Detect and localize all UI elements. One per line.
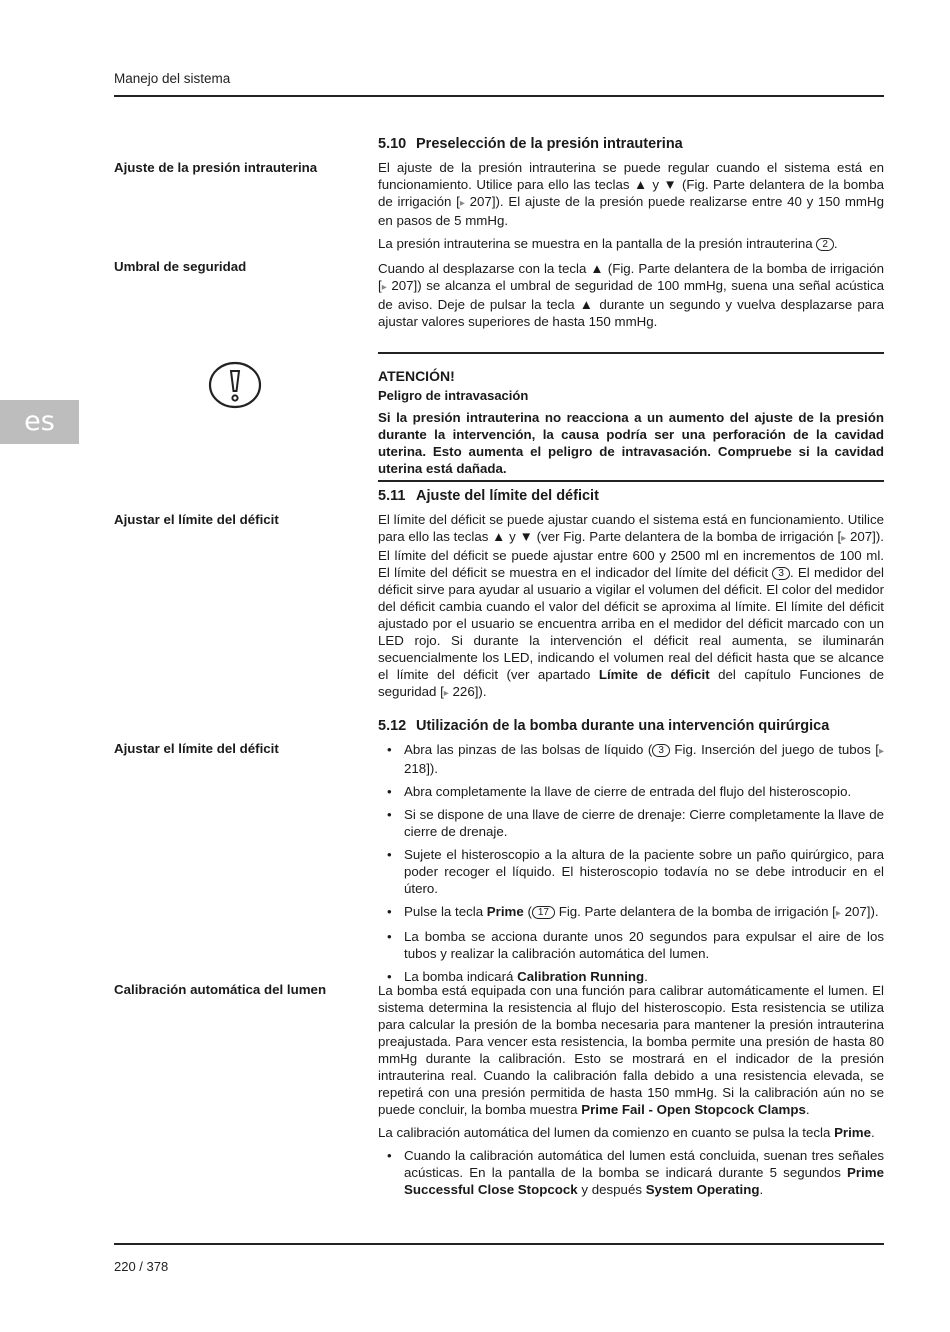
page-ref-link[interactable]: 218 xyxy=(404,761,427,776)
warning-subtitle: Peligro de intravasación xyxy=(378,388,529,403)
side-label-deficit: Ajustar el límite del déficit xyxy=(114,512,279,527)
step-list xyxy=(378,1147,884,1198)
list-item: • La bomba se acciona durante unos 20 segundos para expulsar el aire de los tubos y realizar la calibración automática del lumen. xyxy=(387,929,884,961)
section-number: 5.11 xyxy=(378,488,406,504)
section-heading xyxy=(378,718,884,735)
warning-top-rule xyxy=(378,352,884,354)
page-ref-icon: ▸ xyxy=(841,533,847,544)
bullet: • xyxy=(387,929,392,944)
paragraph: El ajuste de la presión intrauterina se puede regular cuando el sistema está en funcionamiento. Utilice para ello las teclas ▲ y ▼ (Fig. Parte delantera de la bomba de irrigación [▸ 207]). El ajuste de la presión puede realizarse entre 40 y 150 mmHg en pasos de 5 mmHg. xyxy=(378,160,884,228)
bullet: • xyxy=(387,904,392,919)
bullet: • xyxy=(387,969,392,984)
bullet: • xyxy=(387,807,392,822)
page-ref-icon: ▸ xyxy=(381,282,387,293)
bullet: • xyxy=(387,784,392,799)
section-title: Preselección de la presión intrauterina xyxy=(416,136,683,152)
section-5-10 xyxy=(378,136,884,336)
footer-rule xyxy=(114,1243,884,1245)
warning-title: ATENCIÓN! xyxy=(378,368,455,384)
side-label-calibration: Calibración automática del lumen xyxy=(114,982,327,997)
page-ref-link[interactable]: 207 xyxy=(469,194,492,209)
step-list xyxy=(378,741,884,985)
list-item: • Abra completamente la llave de cierre de entrada del flujo del histeroscopio. xyxy=(387,784,852,799)
callout-number: 3 xyxy=(772,567,790,580)
page-ref-icon: ▸ xyxy=(878,746,884,757)
warning-text: Si la presión intrauterina no reacciona a un aumento del ajuste de la presión durante la intervención, la causa podría ser una perforación de la cavidad uterina. Esto aumenta el peligro de intravasación. Compruebe si la cavidad uterina está dañada. xyxy=(378,410,884,476)
page-ref-link[interactable]: 226 xyxy=(452,684,475,699)
page-ref-icon: ▸ xyxy=(443,688,449,699)
side-label-threshold: Umbral de seguridad xyxy=(114,259,247,274)
paragraph: Cuando al desplazarse con la tecla ▲ (Fig. Parte delantera de la bomba de irrigación [▸ 207]) se alcanza el umbral de seguridad de 100 mmHg, suena una señal acústica de aviso. Deje de pulsar la tecla ▲ durante un segundo y vuelva desplazarse para ajustar valores superiores de hasta 150 mmHg. xyxy=(378,261,884,329)
callout-number: 2 xyxy=(816,238,834,251)
paragraph: El límite del déficit se puede ajustar cuando el sistema está en funcionamiento. Utilice para ello las teclas ▲ y ▼ (ver Fig. Parte delantera de la bomba de irrigación [▸ 207]). El límite del déficit se puede ajustar entre 600 y 2500 ml en incrementos de 100 ml. El límite del déficit se muestra en el indicador del límite del déficit 3 . El medidor del déficit sirve para ayudar al usuario a vigilar el volumen del déficit. El color del medidor del déficit cambia cuando el valor del déficit se aproxima al límite. El límite del déficit ajustado por el usuario se encuentra arriba en el medidor del déficit marcado con un LED rojo. Si durante la intervención el déficit real aumenta, se iluminarán secuencialmente los LED, indicando el volumen real del déficit hasta que se alcance el límite del déficit (ver apartado Límite de déficit del capítulo Funciones de seguridad [▸ 226]). xyxy=(378,512,884,699)
page-ref-link[interactable]: 207 xyxy=(849,529,873,544)
page-ref-icon: ▸ xyxy=(459,198,465,209)
bullet: • xyxy=(387,847,392,862)
exclamation-circle-icon xyxy=(207,360,263,410)
section-number: 5.12 xyxy=(378,718,407,734)
section-title: Utilización de la bomba durante una intervención quirúrgica xyxy=(416,718,830,734)
callout-number: 17 xyxy=(532,906,555,919)
section-5-11 xyxy=(378,488,884,708)
section-number: 5.10 xyxy=(378,136,407,152)
side-label-pressure: Ajuste de la presión intrauterina xyxy=(114,160,318,175)
section-5-12 xyxy=(378,718,884,991)
list-item: • Si se dispone de una llave de cierre de drenaje: Cierre completamente la llave de cierre de drenaje. xyxy=(387,807,884,839)
calibration-section xyxy=(378,982,884,1204)
bullet: • xyxy=(387,742,392,757)
paragraph: La calibración automática del lumen da comienzo en cuanto se pulsa la tecla Prime. xyxy=(378,1125,875,1140)
callout-number: 3 xyxy=(652,744,670,757)
language-tab: es xyxy=(0,400,79,444)
warning-box xyxy=(378,352,884,482)
paragraph: La bomba está equipada con una función para calibrar automáticamente el lumen. El sistema determina la resistencia al flujo del histeroscopio. Esta resistencia se utiliza para calcular la presión de la bomba necesaria para mantener la presión intrauterina preajustada. Para vencer esta resistencia, la bomba permite una presión de hasta 80 mmHg durante la calibración. Esto se mostrará en el indicador de la presión intrauterina real. Cuando la calibración falla debido a una resistencia elevada, se repetirá con una presión permitida de hasta 150 mmHg. Si la calibración aún no se puede concluir, la bomba muestra Prime Fail - Open Stopcock Clamps. xyxy=(378,983,884,1117)
page-number: 220 / 378 xyxy=(114,1259,169,1274)
list-item: • Abra las pinzas de las bolsas de líquido ( 3 Fig. Inserción del juego de tubos [▸ 218]). xyxy=(387,742,884,776)
section-heading xyxy=(378,136,884,153)
page-ref-link[interactable]: 207 xyxy=(844,904,867,919)
page-ref-icon: ▸ xyxy=(835,908,841,919)
paragraph: La presión intrauterina se muestra en la pantalla de la presión intrauterina 2 . xyxy=(378,236,838,251)
warning-bottom-rule xyxy=(378,480,884,482)
bullet: • xyxy=(387,1148,392,1163)
side-label-deficit-2: Ajustar el límite del déficit xyxy=(114,741,279,756)
list-item: • Pulse la tecla Prime ( 17 Fig. Parte delantera de la bomba de irrigación [▸ 207]). xyxy=(387,904,879,919)
list-item: • Sujete el histeroscopio a la altura de la paciente sobre un paño quirúrgico, para poder recoger el líquido. El histeroscopio todavía no se debe introducir en el útero. xyxy=(387,847,884,896)
list-item: • La bomba indicará Calibration Running. xyxy=(387,969,648,984)
list-item: • Cuando la calibración automática del lumen está concluida, suenan tres señales acústicas. En la pantalla de la bomba se indicará durante 5 segundos Prime Successful Close Stopcock y después System Operating. xyxy=(387,1148,884,1197)
section-heading xyxy=(378,488,884,505)
section-title: Ajuste del límite del déficit xyxy=(416,488,599,504)
running-header: Manejo del sistema xyxy=(114,71,231,86)
header-rule xyxy=(114,95,884,97)
page-ref-link[interactable]: 207 xyxy=(391,278,414,293)
